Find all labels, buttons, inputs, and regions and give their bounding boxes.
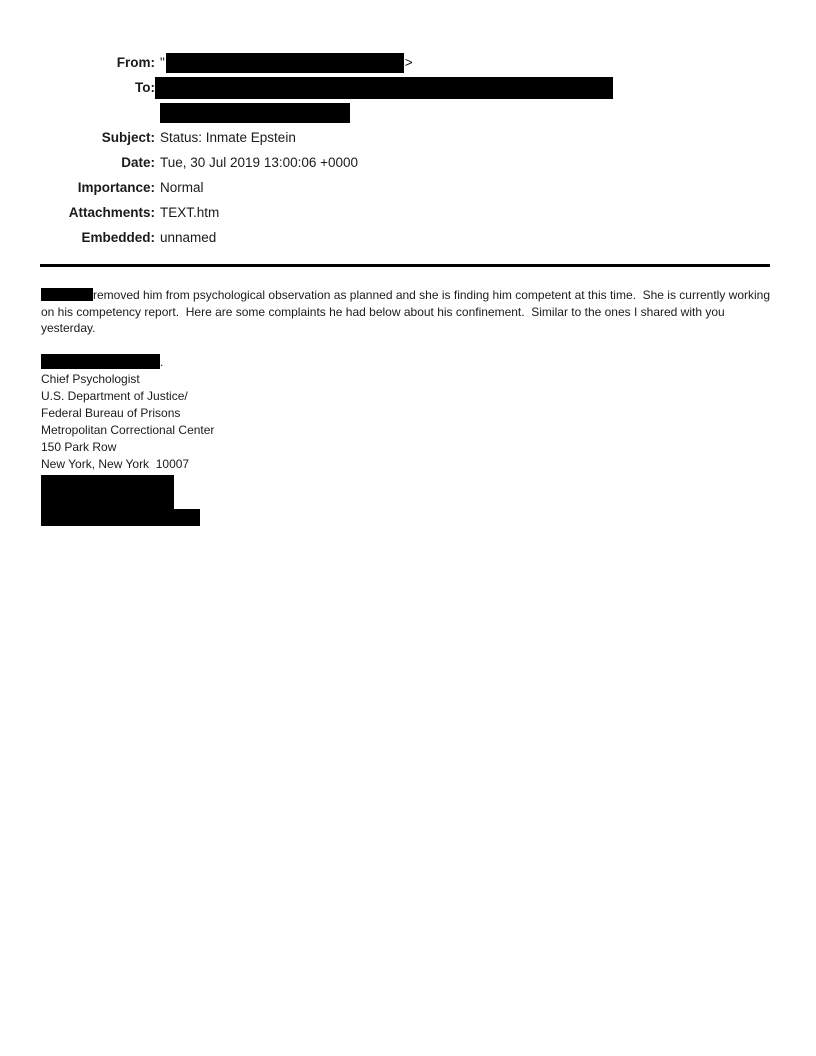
body-paragraph	[41, 287, 774, 337]
body-paragraph-text: removed him from psychological observation as planned and she is finding him competent at this time. She is currently working on his competency report. Here are some complaints he had below about his confinement. Similar to the ones I shared with you yesterday.	[41, 288, 774, 335]
header-row-attachments	[40, 200, 816, 225]
header-row-to	[40, 75, 816, 125]
signature-title: Chief Psychologist	[41, 371, 140, 386]
signature-name-line	[41, 354, 771, 371]
embedded-value: unnamed	[160, 230, 217, 245]
redaction-bar-contact-line2	[41, 509, 200, 526]
to-value	[155, 75, 613, 125]
signature-address-line1: 150 Park Row	[41, 439, 117, 454]
subject-label: Subject:	[101, 130, 155, 145]
header-row-from	[40, 50, 816, 75]
header-row-importance	[40, 175, 816, 200]
signature-org-line3: Metropolitan Correctional Center	[41, 422, 215, 437]
subject-value: Status: Inmate Epstein	[160, 130, 296, 145]
from-close-bracket: >	[404, 55, 413, 70]
redaction-bar-to-line1	[155, 77, 613, 99]
attachments-value: TEXT.htm	[160, 205, 220, 220]
signature-address-line2: New York, New York 10007	[41, 456, 190, 471]
email-body	[41, 287, 774, 526]
from-value	[160, 50, 413, 75]
attachments-label: Attachments:	[68, 205, 155, 220]
email-header-block	[40, 50, 816, 250]
signature-org-line1: U.S. Department of Justice/	[41, 388, 188, 403]
redaction-bar-from	[166, 53, 404, 73]
from-label: From:	[116, 55, 155, 70]
header-row-embedded	[40, 225, 816, 250]
signature-block	[41, 354, 771, 526]
importance-label: Importance:	[77, 180, 155, 195]
to-label: To:	[135, 80, 155, 95]
from-open-quote: "	[160, 55, 165, 70]
signature-name-period: .	[160, 354, 164, 369]
signature-org-line2: Federal Bureau of Prisons	[41, 405, 181, 420]
redaction-bar-to-line2	[160, 103, 350, 123]
importance-value: Normal	[160, 180, 204, 195]
redaction-bar-body-inline	[41, 288, 93, 301]
date-value: Tue, 30 Jul 2019 13:00:06 +0000	[160, 155, 359, 170]
header-divider-rule	[40, 264, 770, 267]
header-row-date	[40, 150, 816, 175]
redaction-bar-signature-name	[41, 354, 160, 369]
header-row-subject	[40, 125, 816, 150]
redaction-bar-contact-line1	[41, 475, 174, 509]
date-label: Date:	[121, 155, 155, 170]
embedded-label: Embedded:	[81, 230, 155, 245]
